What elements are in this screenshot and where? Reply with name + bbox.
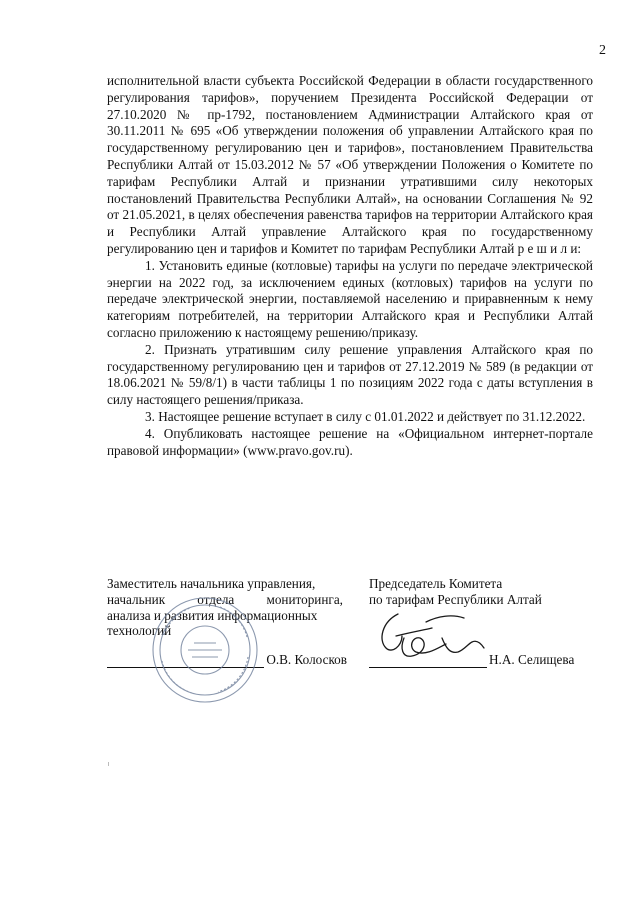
scan-speck — [108, 762, 109, 766]
signatory-left-title-line1: Заместитель начальника управления, — [107, 576, 316, 591]
title-word: отдела — [197, 591, 235, 607]
paragraph-item-3: 3. Настоящее решение вступает в силу с 01.01.2022 и действует по 31.12.2022. — [145, 408, 586, 424]
document-body — [107, 73, 593, 459]
handwritten-signature-icon — [372, 608, 496, 668]
signatory-right-title — [369, 576, 599, 608]
paragraph-preamble: исполнительной власти субъекта Российской Федерации в области государственного регулирования тарифов», поручением Президента Российской Федерации от 27.10.2020 № пр-1792, постановлением Администрации Алтайского края от 30.11.2011 № 695 «Об утверждении положения об управлении Алтайского края по государственному регулированию цен и тарифов», постановлением Правительства Республики Алтай от 15.03.2012 № 57 «Об утверждении Положения о Комитете по тарифам Республики Алтай и признании утратившими силу некоторых постановлений Правительства Республики Алтай», на основании Соглашения № 92 от 21.05.2021, в целях обеспечения равенства тарифов на территории Алтайского края и Республики Алтай управление Алтайского края по государственному регулированию цен и тарифов и Комитет по тарифам Республики Алтай р е ш и л и: — [107, 73, 593, 256]
signatory-left-title-line3: анализа и развития информационных — [107, 607, 318, 623]
title-word: начальник — [107, 591, 166, 607]
signatory-left-title-line4: технологий — [107, 623, 172, 639]
paragraph-item-4: 4. Опубликовать настоящее решение на «Официальном интернет-портале правовой информации» (www.pravo.gov.ru). — [107, 425, 593, 458]
title-word: мониторинга, — [266, 591, 343, 607]
official-stamp-icon — [150, 595, 260, 705]
signatory-right-name: Н.А. Селищева — [489, 652, 575, 667]
signatory-right-title-line1: Председатель Комитета — [369, 576, 503, 591]
paragraph-item-2: 2. Признать утратившим силу решение управления Алтайского края по государственному регулированию цен и тарифов от 27.12.2019 № 589 (в редакции от 18.06.2021 № 59/8/1) в части таблицы 1 по позициям 2022 года с даты вступления в силу настоящего решения/приказа. — [107, 341, 593, 408]
signatory-left-name: О.В. Колосков — [266, 652, 347, 667]
page-number: 2 — [599, 43, 606, 58]
signatory-right-title-line2: по тарифам Республики Алтай — [369, 591, 542, 607]
paragraph-item-1: 1. Установить единые (котловые) тарифы на услуги по передаче электрической энергии на 2022 год, за исключением единых (котловых) тарифов на услуги по передаче электрической энергии, поставляемой населению и приравненным к нему категориям потребителей, на территории Алтайского края и Республики Алтай согласно приложению к настоящему решению/приказу. — [107, 257, 593, 340]
